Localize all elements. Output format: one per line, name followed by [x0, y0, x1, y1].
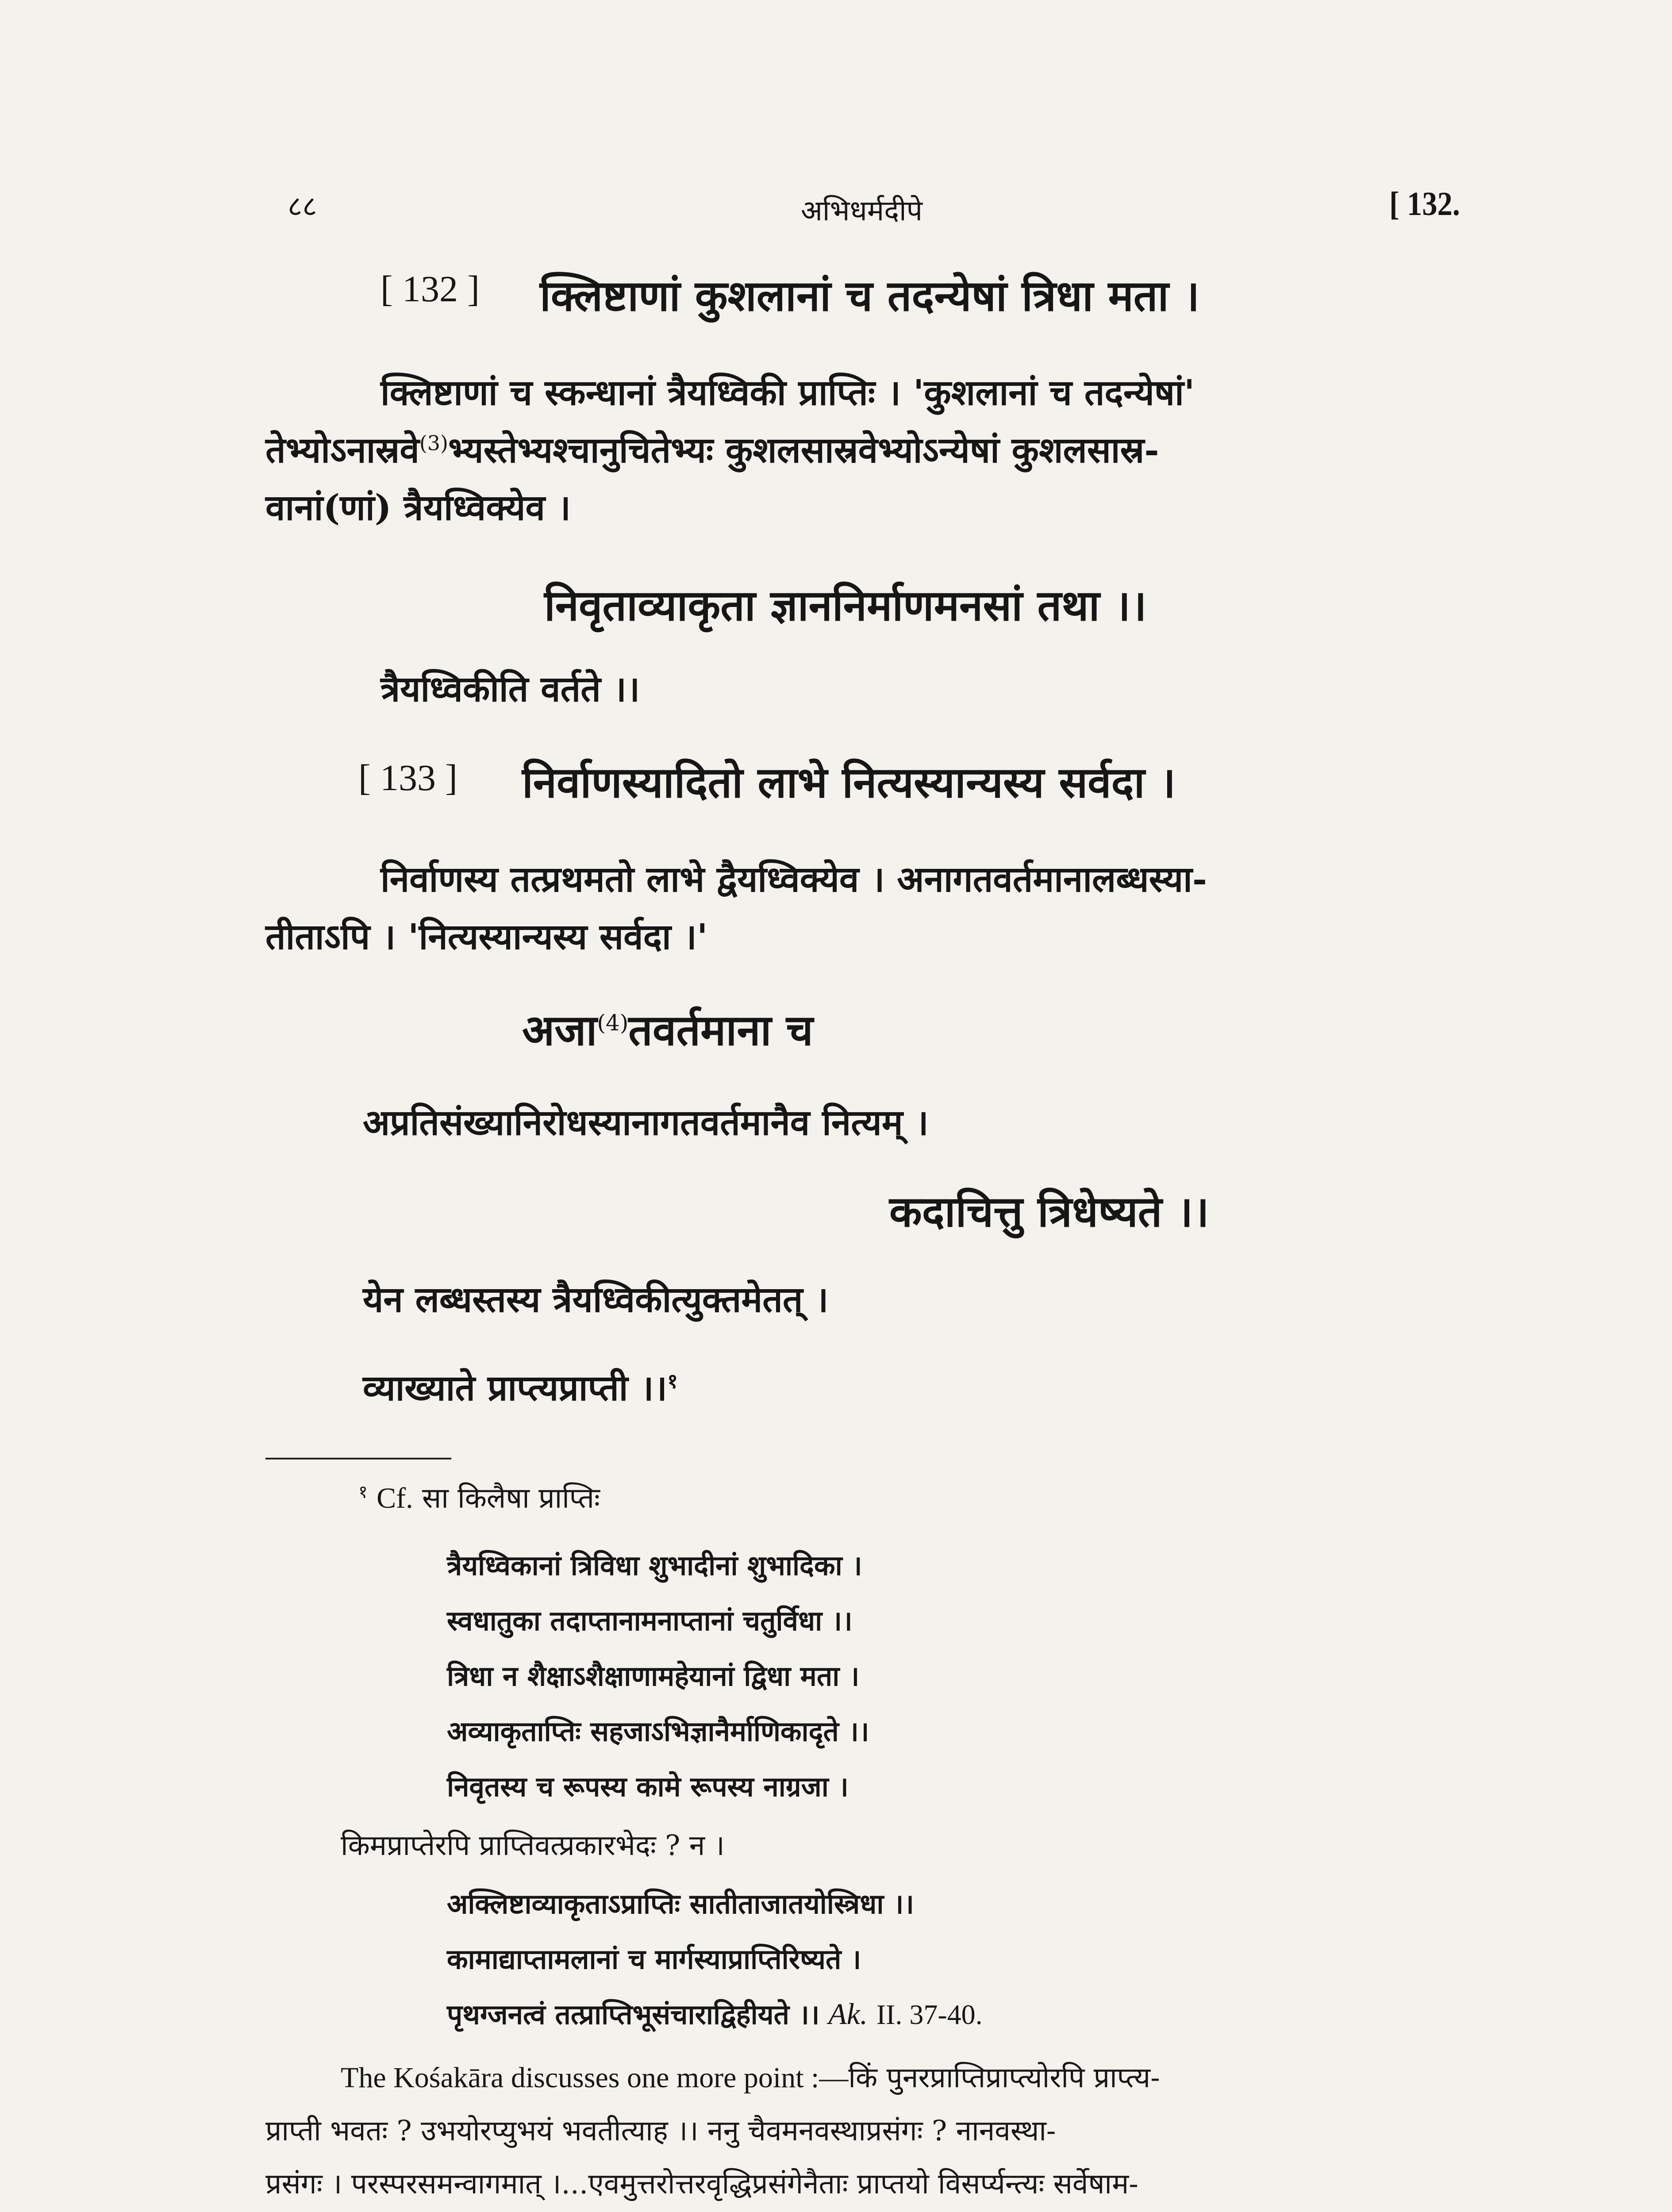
reference-ak: Ak.	[828, 1997, 868, 2031]
footnote-verse-7: कामाद्याप्तामलानां च मार्गस्याप्राप्तिरिष्यते ।	[447, 1943, 861, 1975]
footnote-verse-2: स्वधातुका तदाप्तानामनाप्तानां चतुर्विधा ।।	[447, 1605, 853, 1637]
note-marker-3: (3)	[419, 431, 449, 455]
commentary-3-line-2: तीताऽपि । 'नित्यस्यान्यस्य सर्वदा ।'	[265, 916, 708, 957]
commentary-2: त्रैयध्विकीति वर्तते ।।	[381, 668, 640, 710]
commentary-1-line-2a: तेभ्योऽनास्रवे	[265, 429, 419, 471]
footnote-paragraph-english: The Kośakāra discusses one more point :—	[341, 2062, 849, 2094]
verse-133c: कदाचित्तु त्रिधेष्यते ।।	[889, 1187, 1209, 1237]
note-marker-4: (4)	[597, 1010, 629, 1036]
reference-verse-range: II. 37-40.	[876, 1999, 983, 2030]
verse-133-label: [ 133 ]	[358, 757, 457, 799]
footnote-marker: १	[667, 1369, 678, 1393]
verse-133b-part-2: तवर्तमाना च	[628, 1005, 813, 1055]
footnote-verse-4: अव्याकृताप्तिः सहजाऽभिज्ञानैर्माणिकादृते ।।	[447, 1715, 869, 1747]
commentary-6-text: व्याख्याते प्राप्त्यप्राप्ती ।।	[363, 1367, 668, 1409]
footnote-verse-5: निवृतस्य च रूपस्य कामे रूपस्य नाग्रजा ।	[447, 1770, 849, 1803]
footnote-verse-8-text: पृथग्जनत्वं तत्प्राप्तिभूसंचाराद्विहीयते ।।	[447, 1998, 820, 2031]
footnote-rule	[265, 1458, 451, 1459]
footnote-mark: १	[358, 1482, 368, 1502]
commentary-4: अप्रतिसंख्यानिरोधस्यानागतवर्तमानैव नित्यम् ।	[363, 1102, 929, 1143]
verse-132: क्लिष्टाणां कुशलानां च तदन्येषां त्रिधा मता ।	[540, 271, 1200, 321]
footnote-verse-1: त्रैयध्विकानां त्रिविधा शुभादीनां शुभादिका ।	[447, 1549, 862, 1582]
page-number: ८८	[288, 190, 317, 223]
commentary-5: येन लब्धस्तस्य त्रैयध्विकीत्युक्तमेतत् ।	[363, 1279, 829, 1320]
verse-132b: निवृताव्याकृता ज्ञाननिर्माणमनसां तथा ।।	[544, 580, 1147, 630]
footnote-intro	[358, 1478, 600, 1516]
footnote-paragraph-line-3: प्रसंगः । परस्परसमन्वागमात् ।...एवमुत्तरोत्तरवृद्धिप्रसंगेनैताः प्राप्तयो विसर्प्यन्त्यः सर्वेषाम-	[265, 2168, 1138, 2200]
footnote-intro-sanskrit: सा किलैषा प्राप्तिः	[422, 1482, 600, 1515]
commentary-1-line-3: वानां(णां) त्रैयध्विक्येव ।	[265, 487, 571, 528]
verse-133b-part-1: अजा	[522, 1005, 597, 1055]
commentary-6	[363, 1363, 678, 1411]
footnote-verse-3: त्रिधा न शैक्षाऽशैक्षाणामहेयानां द्विधा मता ।	[447, 1660, 860, 1692]
footnote-paragraph-sanskrit-1: किं पुनरप्राप्तिप्राप्त्योरपि प्राप्त्य-	[848, 2062, 1160, 2094]
section-reference: [ 132.	[1389, 185, 1460, 223]
commentary-1-line-1: क्लिष्टाणां च स्कन्धानां त्रैयध्विकी प्राप्तिः । 'कुशलानां च तदन्येषां'	[381, 372, 1195, 413]
running-title: अभिधर्मदीपे	[801, 195, 923, 227]
commentary-1-line-2b: भ्यस्तेभ्यश्चानुचितेभ्यः कुशलसास्रवेभ्योऽन्येषां कुशलसास्र-	[448, 429, 1159, 471]
commentary-1-line-2	[265, 425, 1159, 473]
verse-132-label: [ 132 ]	[381, 269, 480, 310]
footnote-verse-8	[447, 1995, 983, 2032]
footnote-paragraph-line-1	[341, 2057, 1160, 2096]
footnote-paragraph-line-2: प्राप्ती भवतः ? उभयोरप्युभयं भवतीत्याह ।। ननु चैवमनवस्थाप्रसंगः ? नानवस्था-	[265, 2115, 1056, 2147]
footnote-question: किमप्राप्तेरपि प्राप्तिवत्प्रकारभेदः ? न ।	[341, 1829, 725, 1862]
verse-133b	[522, 1000, 813, 1058]
footnote-verse-6: अक्लिष्टाव्याकृताऽप्राप्तिः सातीताजातयोस्त्रिधा ।।	[447, 1888, 915, 1920]
footnote-cf: Cf.	[377, 1482, 413, 1514]
commentary-3-line-1: निर्वाणस्य तत्प्रथमतो लाभे द्वैयध्विक्येव । अनागतवर्तमानालब्धस्या-	[381, 858, 1207, 900]
verse-133: निर्वाणस्यादितो लाभे नित्यस्यान्यस्य सर्वदा ।	[522, 757, 1176, 807]
